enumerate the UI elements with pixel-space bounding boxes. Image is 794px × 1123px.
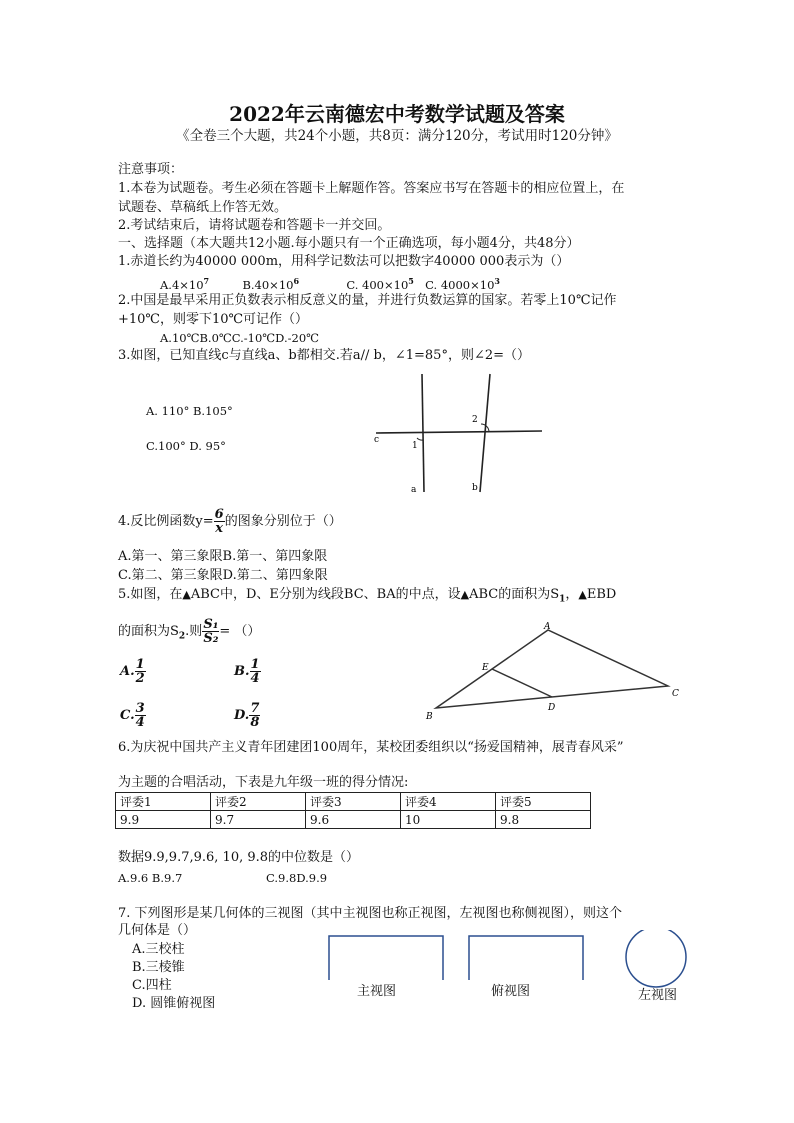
q6-options-cd: C.9.8D.9.9	[266, 871, 328, 885]
q2-options: A.10℃B.0℃C.-10℃D.-20℃	[160, 331, 320, 345]
left-view-label: 左视图	[638, 988, 678, 1003]
q3-stem: 3.如图，已知直线c与直线a、b都相交.若a// b，∠1=85°，则∠2=（）	[118, 348, 531, 363]
q6-stem-b: 为主题的合唱活动，下表是九年级一班的得分情况:	[118, 775, 409, 790]
front-view-shape	[329, 936, 443, 980]
label-A: A	[544, 622, 551, 632]
front-view-label: 主视图	[357, 984, 397, 999]
q7-stem-a: 7. 下列图形是某几何体的三视图（其中主视图也称正视图，左视图也称侧视图），则这个	[118, 906, 623, 921]
q5-option-d: D. $\frac{7}{8}$	[234, 701, 260, 730]
table-cell: 9.6	[306, 811, 401, 829]
line-a	[422, 374, 424, 492]
table-header-cell: 评委5	[496, 793, 591, 811]
q3-figure	[368, 368, 553, 498]
line-b	[480, 374, 490, 492]
table-header-cell: 评委1	[116, 793, 211, 811]
q1-option-a: $A.4\times 10^7$	[160, 276, 210, 292]
label-c: c	[374, 435, 380, 445]
label-a: a	[411, 485, 417, 495]
table-cell: 10	[401, 811, 496, 829]
label-D: D	[548, 703, 556, 713]
q4-stem: 4.反比例函数y= $\frac{6}{x}$ 的图象分别位于（）	[118, 507, 342, 536]
table-header-cell: 评委4	[401, 793, 496, 811]
q5-stem-line-1: 5.如图，在▲ABC中，D、E分别为线段BC、BA的中点，设▲ABC的面积为$S_1$，▲EBD	[118, 587, 617, 605]
q6-options-ab: A.9.6 B.9.7	[118, 871, 183, 885]
q5-triangle-figure	[424, 620, 688, 724]
q6-question: 数据9.9,9.7,9.6, 10, 9.8的中位数是（）	[118, 850, 360, 865]
q7-stem-b: 几何体是（）	[118, 923, 197, 938]
table-cell: 9.7	[211, 811, 306, 829]
q3-options-ab: A. 110° B.105°	[146, 404, 233, 418]
line-c	[376, 431, 542, 433]
table-cell: 9.8	[496, 811, 591, 829]
label-1: 1	[412, 441, 418, 451]
label-b: b	[472, 483, 478, 493]
exam-info: 《全卷三个大题，共24个小题，共8页：满分120分，考试用时120分钟》	[176, 128, 618, 144]
label-2: 2	[472, 415, 478, 425]
page-title: 2022年云南德宏中考数学试题及答案	[229, 102, 565, 126]
q4-fraction: $\frac{6}{x}$	[214, 507, 224, 536]
top-view-shape	[469, 936, 583, 980]
label-B: B	[426, 712, 433, 722]
table-header-cell: 评委3	[306, 793, 401, 811]
q1-option-b: $B.40\times 10^6$	[242, 276, 300, 292]
left-view-circle	[626, 930, 686, 987]
q2-stem-b: +10℃，则零下10℃可记作（）	[118, 312, 309, 327]
q5-stem-line-2: 的面积为$S_2$.则 $\frac{\text{S₁}}{\text{S₂}}$ = （）	[118, 617, 261, 646]
notes-heading: 注意事项：	[118, 162, 184, 177]
q7-option-d: D. 圆锥俯视图	[132, 996, 216, 1011]
label-C: C	[672, 689, 679, 699]
q7-option-c: C.四柱	[132, 978, 172, 993]
q5-option-a: A. $\frac{1}{2}$	[120, 657, 145, 686]
q7-option-a: A.三校柱	[132, 942, 185, 957]
angle-1-arc	[417, 438, 423, 440]
q1-stem: 1.赤道长约为40000 000m，用科学记数法可以把数字40000 000表示为（）	[118, 254, 570, 269]
note-1b: 试题卷、草稿纸上作答无效。	[118, 200, 288, 215]
q6-stem-a: 6.为庆祝中国共产主义青年团建团100周年，某校团委组织以“扬爱国精神，展青春风采”	[118, 740, 624, 755]
q1-option-c: C. $400\times 10^5$	[346, 276, 414, 292]
q2-stem-a: 2.中国是最早采用正负数表示相反意义的量，并进行负数运算的国家。若零上10℃记作	[118, 293, 617, 308]
note-1a: 1.本卷为试题卷。考生必须在答题卡上解题作答。答案应书写在答题卡的相应位置上，在	[118, 181, 625, 196]
q5-ratio-fraction: $\frac{\text{S₁}}{\text{S₂}}$	[203, 617, 219, 646]
q1-option-d: C. $4000\times 10^3$	[425, 276, 500, 292]
segment-ed	[492, 669, 552, 697]
table-header-row	[116, 793, 591, 811]
q5-option-b: B. $\frac{1}{4}$	[234, 657, 260, 686]
q5-option-c: C. $\frac{3}{4}$	[120, 701, 145, 730]
table-header-cell: 评委2	[211, 793, 306, 811]
section-1-heading: 一、选择题（本大题共12小题.每小题只有一个正确选项，每小题4分，共48分）	[118, 236, 580, 251]
q7-option-b: B.三棱锥	[132, 960, 185, 975]
q3-options-cd: C.100° D. 95°	[146, 439, 226, 453]
note-2: 2.考试结束后，请将试题卷和答题卡一并交回。	[118, 218, 391, 233]
q4-options-ab: A.第一、第三象限B.第一、第四象限	[118, 549, 328, 564]
table-row	[116, 811, 591, 829]
table-cell: 9.9	[116, 811, 211, 829]
top-view-label: 俯视图	[491, 984, 531, 999]
q4-options-cd: C.第二、第三象限D.第二、第四象限	[118, 568, 328, 583]
label-E: E	[482, 663, 489, 673]
q6-score-table	[115, 792, 591, 829]
